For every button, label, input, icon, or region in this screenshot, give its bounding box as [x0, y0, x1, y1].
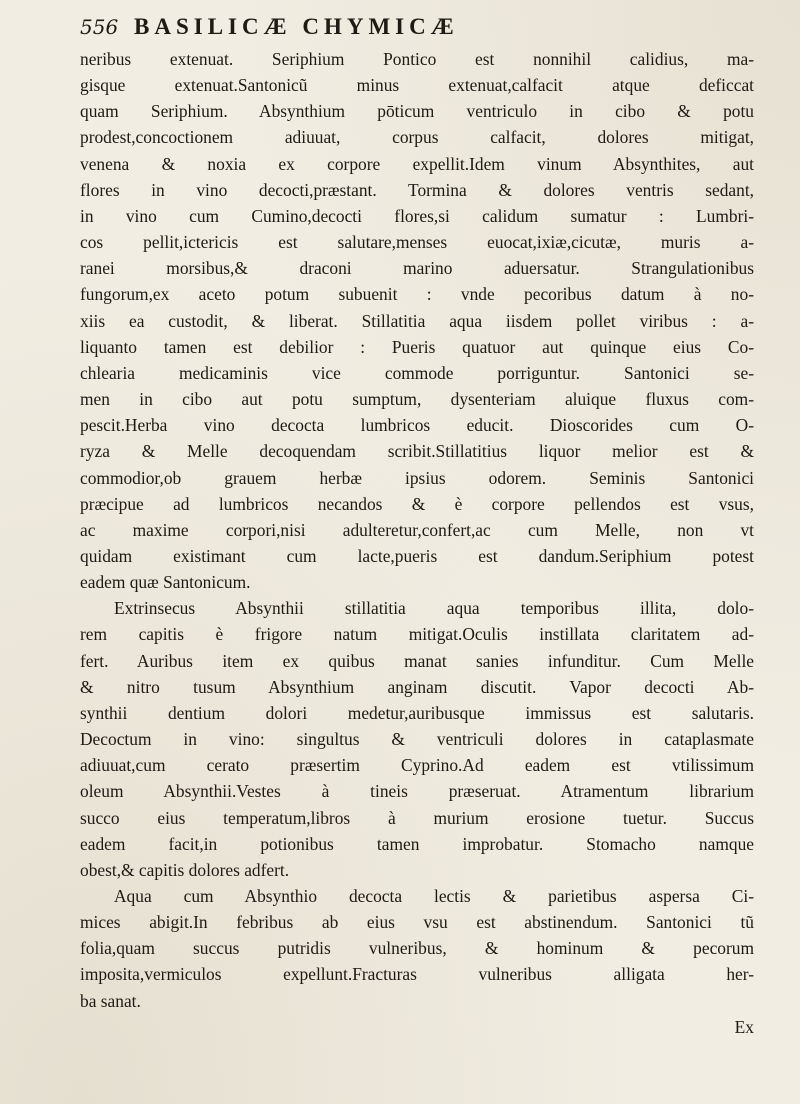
text-line: cos pellit,ictericis est salutare,menses euocat,ixiæ,cicutæ, muris a- — [80, 232, 754, 253]
text-line: ranei morsibus,& draconi marino aduersatur. Strangulationibus — [80, 258, 754, 279]
catchword: Ex — [734, 1016, 754, 1037]
text-line: prodest,concoctionem adiuuat, corpus calfacit, dolores mitigat, — [80, 127, 754, 148]
text-line: venena & noxia ex corpore expellit.Idem vinum Absynthites, aut — [80, 153, 754, 174]
text-line: succo eius temperatum,libros à murium erosione tuetur. Succus — [80, 807, 754, 828]
running-head — [80, 14, 754, 44]
text-line: in vino cum Cumino,decocti flores,si calidum sumatur : Lumbri- — [80, 205, 754, 226]
text-line: liquanto tamen est debilior : Pueris quatuor aut quinque eius Co- — [80, 336, 754, 357]
text-line: chlearia medicaminis vice commode porriguntur. Santonici se- — [80, 362, 754, 383]
text-line: Aqua cum Absynthio decocta lectis & parietibus aspersa Ci- — [114, 886, 754, 906]
page-number: 556 — [80, 15, 119, 39]
running-title: BASILICÆ CHYMICÆ — [134, 14, 459, 39]
text-line: xiis ea custodit, & liberat. Stillatitia aqua iisdem pollet viribus : a- — [80, 310, 754, 331]
text-line: flores in vino decocti,præstant. Tormina & dolores ventris sedant, — [80, 179, 754, 200]
text-line: Decoctum in vino: singultus & ventriculi dolores in cataplasmate — [80, 729, 754, 750]
text-line: fungorum,ex aceto potum subuenit : vnde pecoribus datum à no- — [80, 284, 754, 305]
text-line: præcipue ad lumbricos necandos & è corpore pellendos est vsus, — [80, 493, 754, 514]
body-text — [80, 46, 754, 1040]
text-line: fert. Auribus item ex quibus manat sanies infunditur. Cum Melle — [80, 650, 754, 671]
text-line: quidam existimant cum lacte,pueris est dandum.Seriphium potest — [80, 545, 754, 566]
text-line: neribus extenuat. Seriphium Pontico est nonnihil calidius, ma- — [80, 49, 754, 69]
text-line: eadem quæ Santonicum. — [80, 572, 251, 593]
paragraph — [80, 46, 754, 595]
text-line: ryza & Melle decoquendam scribit.Stillatitius liquor melior est & — [80, 441, 754, 462]
text-line: synthii dentium dolori medetur,auribusque immissus est salutaris. — [80, 702, 754, 723]
text-line: folia,quam succus putridis vulneribus, & hominum & pecorum — [80, 938, 754, 959]
text-line: commodior,ob grauem herbæ ipsius odorem. Seminis Santonici — [80, 467, 754, 488]
text-line: & nitro tusum Absynthium anginam discutit. Vapor decocti Ab- — [80, 676, 754, 697]
text-line: gisque extenuat.Santonicũ minus extenuat,calfacit atque deficcat — [80, 75, 754, 96]
text-line: imposita,vermiculos expellunt.Fracturas vulneribus alligata her- — [80, 964, 754, 985]
text-line: Extrinsecus Absynthii stillatitia aqua temporibus illita, dolo- — [114, 598, 754, 619]
text-line: quam Seriphium. Absynthium pōticum ventriculo in cibo & potu — [80, 101, 754, 122]
text-line: ac maxime corpori,nisi adulteretur,confert,ac cum Melle, non vt — [80, 519, 754, 540]
text-line: eadem facit,in potionibus tamen improbatur. Stomacho namque — [80, 833, 754, 854]
text-line: ba sanat. — [80, 990, 141, 1011]
text-line: oleum Absynthii.Vestes à tineis præseruat. Atramentum librarium — [80, 781, 754, 802]
paragraphs — [80, 46, 754, 1014]
text-line: men in cibo aut potu sumptum, dysenteriam aluique fluxus com- — [80, 389, 754, 410]
paragraph — [80, 883, 754, 1014]
text-line: rem capitis è frigore natum mitigat.Oculis instillata claritatem ad- — [80, 624, 754, 645]
paragraph — [80, 595, 754, 883]
text-line: obest,& capitis dolores adfert. — [80, 859, 290, 880]
text-line: adiuuat,cum cerato præsertim Cyprino.Ad eadem est vtilissimum — [80, 755, 754, 776]
catchword-row — [80, 1014, 754, 1040]
text-line: pescit.Herba vino decocta lumbricos educit. Dioscorides cum O- — [80, 415, 754, 436]
text-line: mices abigit.In febribus ab eius vsu est abstinendum. Santonici tũ — [80, 912, 754, 933]
